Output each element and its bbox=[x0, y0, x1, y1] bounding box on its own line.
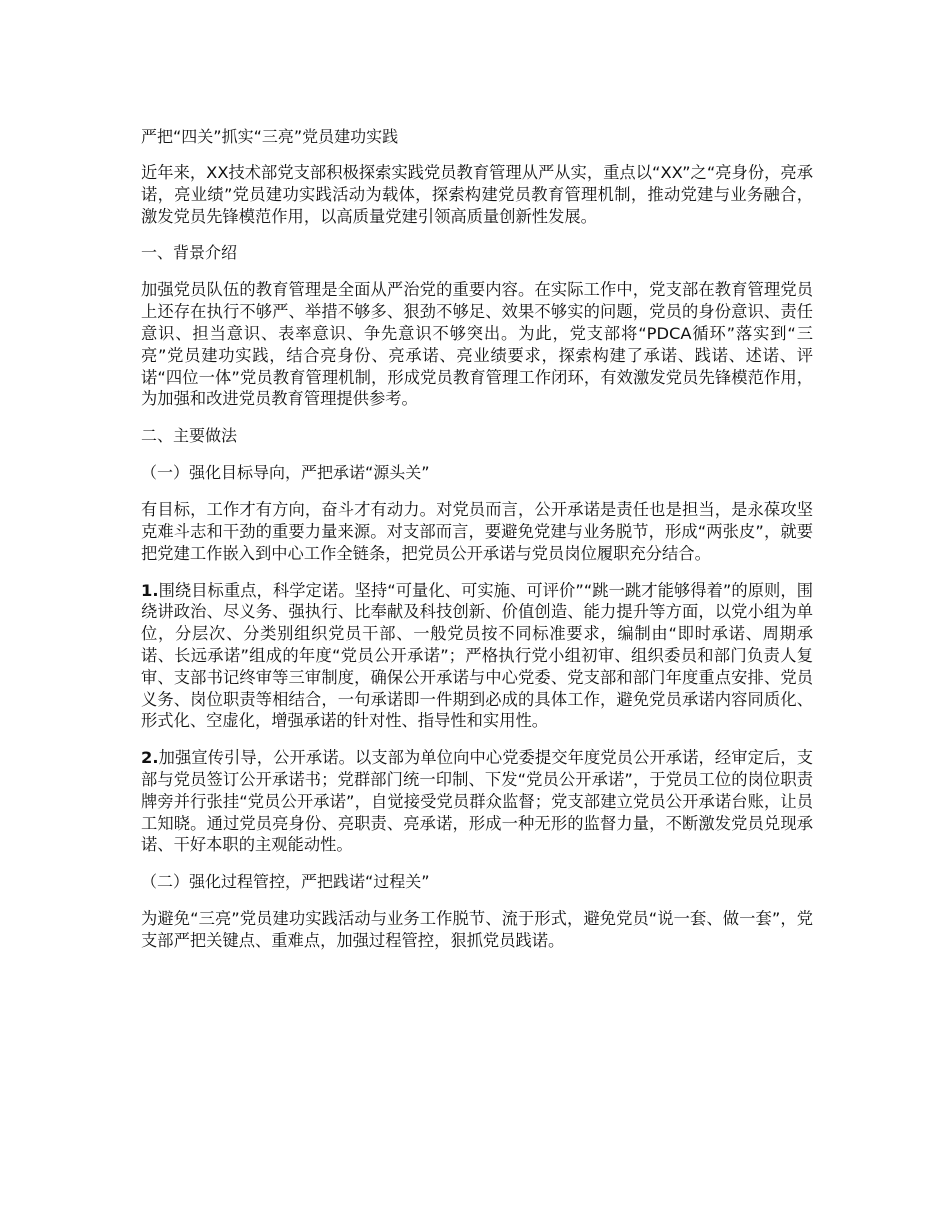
list-item-number: 2. bbox=[141, 748, 159, 768]
subsection-heading-process: （二）强化过程管控，严把践诺“过程关” bbox=[141, 872, 430, 892]
list-item-text: 围绕目标重点，科学定诺。坚持“可量化、可实施、可评价”“跳一跳才能够得着”的原则，围绕讲政治、尽义务、强执行、比奉献及科技创新、价值创造、能力提升等方面，以党小组为单位，分层次、分类别组织党员干部、一般党员按不同标准要求，编制由“即时承诺、周期承诺、长远承诺”组成的年度“党员公开承诺”；严格执行党小组初审、组织委员和部门负责人复审、支部书记终审等三审制度，确保公开承诺与中心党委、党支部和部门年度重点安排、党员义务、岗位职责等相结合，一句承诺即一件期到必成的具体工作，避免党员承诺内容同质化、形式化、空虚化，增强承诺的针对性、指导性和实用性。 bbox=[141, 580, 813, 731]
section-heading-background: 一、背景介绍 bbox=[141, 243, 238, 263]
document-page bbox=[141, 126, 813, 967]
list-item-number: 1. bbox=[141, 580, 159, 600]
process-paragraph: 为避免“三亮”党员建功实践活动与业务工作脱节、流于形式，避免党员“说一套、做一套”，党支部严把关键点、重难点，加强过程管控，狠抓党员践诺。 bbox=[141, 909, 813, 950]
subsection-heading-commitment: （一）强化目标导向，严把承诺“源头关” bbox=[141, 463, 430, 483]
document-title: 严把“四关”抓实“三亮”党员建功实践 bbox=[141, 127, 399, 146]
background-paragraph: 加强党员队伍的教育管理是全面从严治党的重要内容。在实际工作中，党支部在教育管理党员上还存在执行不够严、举措不够多、狠劲不够足、效果不够实的问题，党员的身份意识、责任意识、担当意识、表率意识、争先意识不够突出。为此，党支部将“PDCA循环”落实到“三亮”党员建功实践，结合亮身份、亮承诺、亮业绩要求，探索构建了承诺、践诺、述诺、评诺“四位一体”党员教育管理机制，形成党员教育管理工作闭环，有效激发党员先锋模范作用，为加强和改进党员教育管理提供参考。 bbox=[141, 280, 813, 409]
section-heading-main-practices: 二、主要做法 bbox=[141, 426, 238, 446]
list-item-2 bbox=[141, 747, 813, 856]
commitment-paragraph: 有目标，工作才有方向，奋斗才有动力。对党员而言，公开承诺是责任也是担当，是永葆攻坚克难斗志和干劲的重要力量来源。对支部而言，要避免党建与业务脱节，形成“两张皮”，就要把党建工作嵌入到中心工作全链条，把党员公开承诺与党员岗位履职充分结合。 bbox=[141, 500, 813, 563]
intro-paragraph: 近年来，XX技术部党支部积极探索实践党员教育管理从严从实，重点以“XX”之“亮身份，亮承诺，亮业绩”党员建功实践活动为载体，探索构建党员教育管理机制，推动党建与业务融合，激发党员先锋模范作用，以高质量党建引领高质量创新性发展。 bbox=[141, 163, 813, 226]
list-item-text: 加强宣传引导，公开承诺。以支部为单位向中心党委提交年度党员公开承诺，经审定后，支部与党员签订公开承诺书；党群部门统一印制、下发“党员公开承诺”，于党员工位的岗位职责牌旁并行张挂“党员公开承诺”，自觉接受党员群众监督；党支部建立党员公开承诺台账，让员工知晓。通过党员亮身份、亮职责、亮承诺，形成一种无形的监督力量，不断激发党员兑现承诺、干好本职的主观能动性。 bbox=[141, 748, 813, 855]
list-item-1 bbox=[141, 580, 813, 733]
